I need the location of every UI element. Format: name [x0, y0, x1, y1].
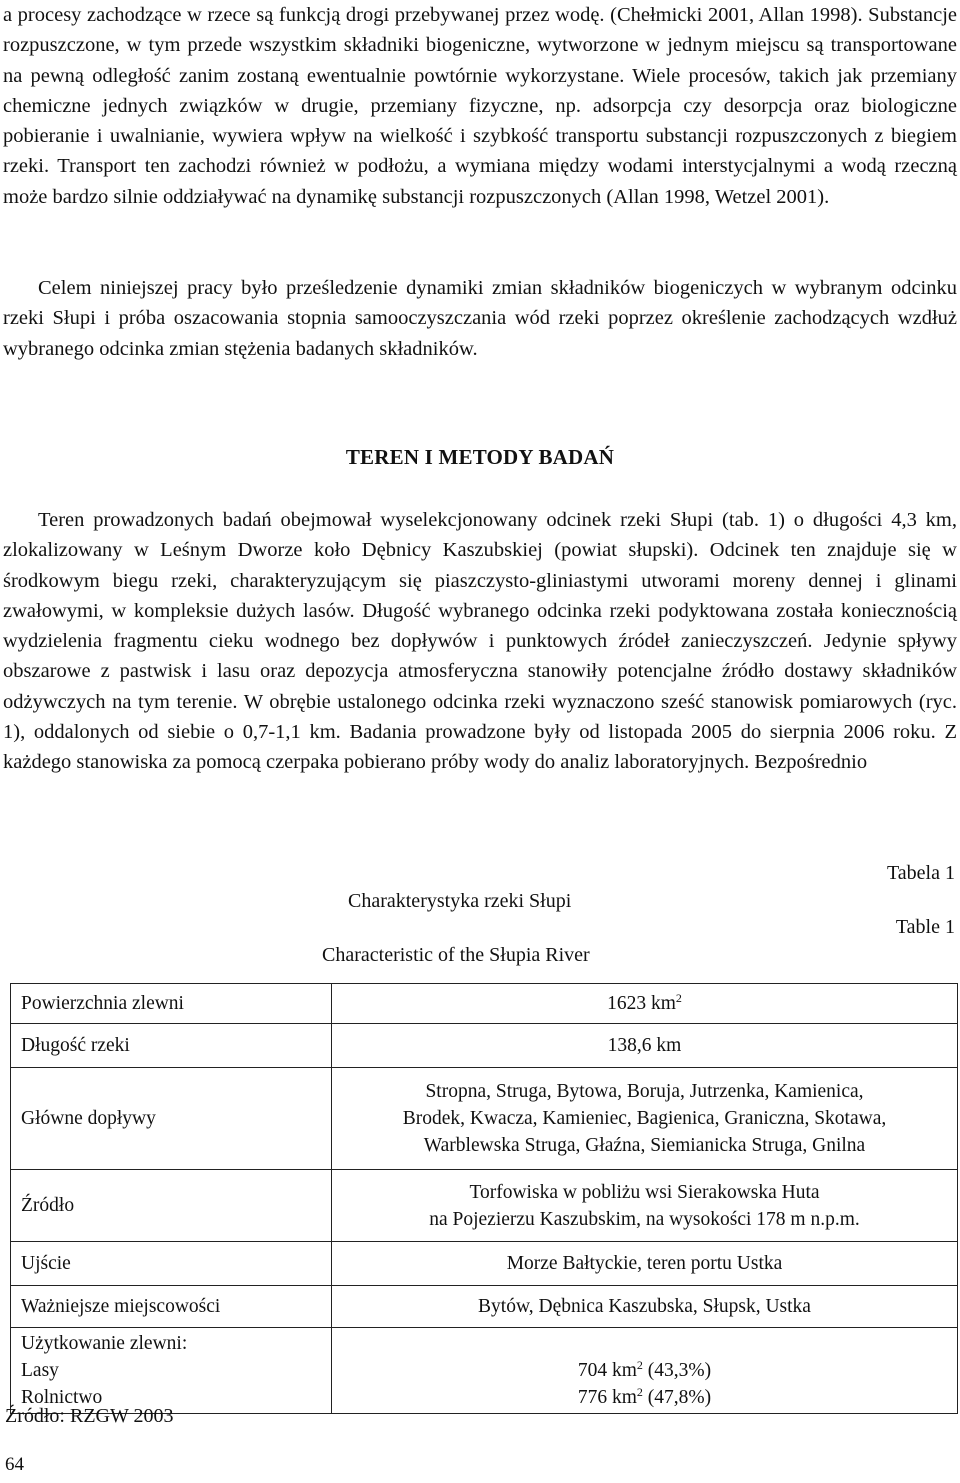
forest-label: Lasy — [21, 1360, 59, 1381]
agriculture-percent: (47,8%) — [642, 1387, 712, 1408]
table-label-en: Table 1 — [895, 916, 955, 938]
paragraph-intro: a procesy zachodzące w rzece są funkcją drogi przebywanej przez wodę. (Chełmicki 2001, Allan 1998). Substancje rozpuszczone, w tym przede wszystkim składniki biogeniczne, wytworzone w jednym miejscu są transportowane na pewną odległość zanim zostaną ewentualnie powtórnie wykorzystane. Wiele procesów, takich jak przemiany chemiczne jednych związków w drugie, przemiany fizyczne, np. adsorpcja czy desorpcja oraz biologiczne pobieranie i uwalnianie, wywiera wpływ na wielkość i szybkość transportu substancji rozpuszczonych z biegiem rzeki. Transport ten zachodzi również w podłożu, a wymiana między wodami interstycjalnymi a wodą rzeczną może bardzo silnie oddziaływać na dynamikę substancji rozpuszczonych (Allan 1998, Wetzel 2001). — [3, 4, 957, 208]
table-caption-pl: Charakterystyka rzeki Słupi — [348, 890, 572, 912]
table-cell-label — [11, 1328, 332, 1414]
table-source: Źródło: RZGW 2003 — [5, 1405, 174, 1427]
agriculture-unit-superscript: 2 — [636, 1385, 643, 1399]
agriculture-value: 776 km — [577, 1387, 637, 1408]
river-characteristics-table — [10, 983, 958, 1414]
table-row — [11, 1286, 958, 1328]
table-cell-value: Morze Bałtyckie, teren portu Ustka — [332, 1242, 958, 1286]
tributaries-line: Stropna, Struga, Bytowa, Boruja, Jutrzenka, Kamienica, — [425, 1081, 864, 1102]
table-cell-value — [332, 1068, 958, 1170]
table-label-pl: Tabela 1 — [886, 862, 955, 884]
table-cell-label: Powierzchnia zlewni — [11, 984, 332, 1024]
source-line: na Pojezierzu Kaszubskim, na wysokości 178 m n.p.m. — [429, 1208, 860, 1230]
section-heading: TEREN I METODY BADAŃ — [345, 445, 615, 469]
forest-value: 704 km — [577, 1360, 637, 1381]
tributaries-line: Brodek, Kwacza, Kamieniec, Bagienica, Graniczna, Skotawa, — [402, 1108, 887, 1129]
table-row — [11, 1242, 958, 1286]
table-cell-value: 138,6 km — [332, 1024, 958, 1068]
table-cell-value — [332, 1170, 958, 1242]
table-cell-label: Źródło — [11, 1170, 332, 1242]
forest-unit-superscript: 2 — [636, 1358, 643, 1372]
table-cell-label: Długość rzeki — [11, 1024, 332, 1068]
paragraph-aim: Celem niniejszej pracy było prześledzenie dynamiki zmian składników biogeniczych w wybranym odcinku rzeki Słupi i próba oszacowania stopnia samooczyszczania wód rzeki poprzez określenie zachodzących wzdłuż wybranego odcinka zmian stężenia badanych składników. — [3, 277, 957, 360]
spacer — [342, 1330, 947, 1357]
table-caption-en: Characteristic of the Słupia River — [322, 944, 590, 966]
page-number: 64 — [5, 1454, 24, 1475]
table-cell-label: Główne dopływy — [11, 1068, 332, 1170]
agriculture-label: Rolnictwo — [21, 1387, 103, 1408]
table-row — [11, 1068, 958, 1170]
table-cell-value — [332, 1328, 958, 1414]
table-cell-label: Ważniejsze miejscowości — [11, 1286, 332, 1328]
table-cell-value: Bytów, Dębnica Kaszubska, Słupsk, Ustka — [332, 1286, 958, 1328]
table-row — [11, 1024, 958, 1068]
land-use-label: Użytkowanie zlewni: — [21, 1333, 188, 1354]
forest-value-line — [342, 1357, 947, 1384]
forest-percent: (43,3%) — [642, 1360, 712, 1381]
agriculture-value-line — [342, 1384, 947, 1411]
table-row — [11, 984, 958, 1024]
area-value: 1623 km — [607, 993, 676, 1014]
table-cell-label: Ujście — [11, 1242, 332, 1286]
table-cell-value — [332, 984, 958, 1024]
tributaries-line: Warblewska Struga, Głaźna, Siemianicka Struga, Gnilna — [423, 1135, 866, 1156]
paragraph-study-area: Teren prowadzonych badań obejmował wyselekcjonowany odcinek rzeki Słupi (tab. 1) o długości 4,3 km, zlokalizowany w Leśnym Dworze koło Dębnicy Kaszubskiej (powiat słupski). Odcinek ten znajduje się w środkowym biegu rzeki, charakteryzującym się piaszczysto-gliniastymi utworami moreny dennej i glinami zwałowymi, w kompleksie dużych lasów. Długość wybranego odcinka rzeki podyktowana została koniecznością wydzielenia fragmentu cieku wodnego bez dopływów i punktowych źródeł zanieczyszczeń. Jedynie spływy obszarowe z pastwisk i lasu oraz depozycja atmosferyczna stanowiły potencjalne źródło dostawy składników odżywczych na tym terenie. W obrębie ustalonego odcinka rzeki wyznaczono sześć stanowisk pomiarowych (ryc. 1), oddalonych od siebie o 0,7-1,1 km. Badania prowadzone były od listopada 2005 do sierpnia 2006 roku. Z każdego stanowiska za pomocą czerpaka pobierano próby wody do analiz laboratoryjnych. Bezpośrednio — [3, 509, 957, 774]
table-row — [11, 1170, 958, 1242]
source-line: Torfowiska w pobliżu wsi Sierakowska Huta — [469, 1181, 820, 1203]
area-unit-superscript: 2 — [675, 991, 682, 1005]
table-row — [11, 1328, 958, 1414]
